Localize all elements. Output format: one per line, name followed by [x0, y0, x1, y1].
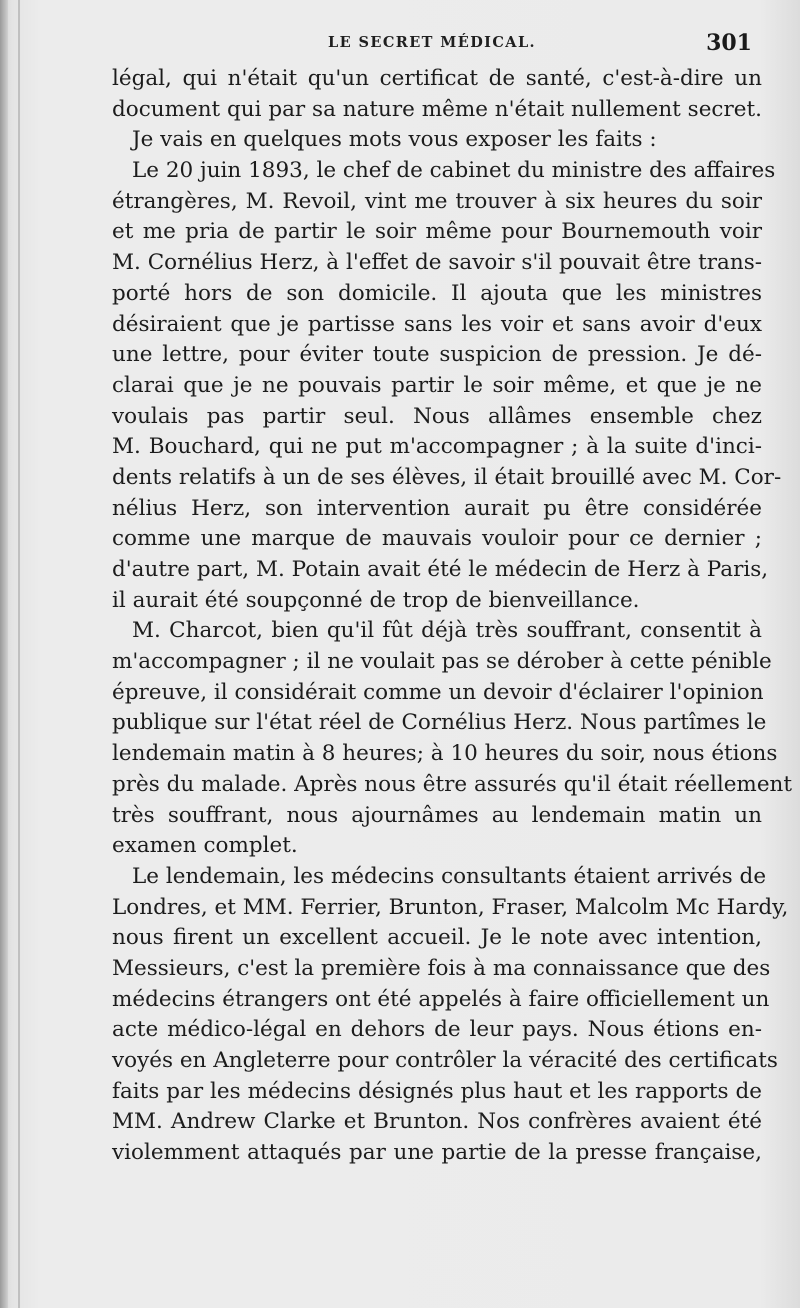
text-line: M. Cornélius Herz, à l'effet de savoir s'il pouvait être trans- — [112, 250, 762, 276]
text-line: et me pria de partir le soir même pour Bournemouth voir — [112, 219, 762, 245]
running-head-title: LE SECRET MÉDICAL. — [328, 34, 536, 51]
text-line: lendemain matin à 8 heures; à 10 heures du soir, nous étions — [112, 741, 778, 767]
text-line: comme une marque de mauvais vouloir pour ce dernier ; — [112, 526, 762, 552]
text-line: médecins étrangers ont été appelés à faire officiellement un — [112, 986, 770, 1012]
text-line: violemment attaqués par une partie de la presse française, — [112, 1140, 762, 1166]
text-line: Messieurs, c'est la première fois à ma connaissance que des — [112, 955, 771, 981]
running-header — [112, 30, 752, 58]
text-line: examen complet. — [112, 833, 298, 859]
text-line: étrangères, M. Revoil, vint me trouver à six heures du soir — [112, 188, 762, 214]
text-line: légal, qui n'était qu'un certificat de santé, c'est-à-dire un — [112, 66, 762, 91]
text-line: document qui par sa nature même n'était nullement secret. — [112, 96, 762, 122]
text-line: nélius Herz, son intervention aurait pu être considérée — [112, 495, 762, 521]
text-line: acte médico-légal en dehors de leur pays. Nous étions en- — [112, 1017, 762, 1043]
text-line: m'accompagner ; il ne voulait pas se dérober à cette pénible — [112, 649, 772, 675]
text-line: MM. Andrew Clarke et Brunton. Nos confrères avaient été — [112, 1109, 762, 1135]
text-line: épreuve, il considérait comme un devoir d'éclairer l'opinion — [112, 679, 764, 705]
text-line: nous firent un excellent accueil. Je le note avec intention, — [112, 925, 762, 951]
text-line: Je vais en quelques mots vous exposer les faits : — [132, 127, 657, 153]
text-line: dents relatifs à un de ses élèves, il était brouillé avec M. Cor- — [112, 464, 782, 490]
text-line: clarai que je ne pouvais partir le soir même, et que je ne — [112, 372, 762, 398]
text-line: très souffrant, nous ajournâmes au lendemain matin un — [112, 802, 762, 828]
text-line: voulais pas partir seul. Nous allâmes ensemble chez — [112, 403, 762, 429]
text-line: Le lendemain, les médecins consultants étaient arrivés de — [132, 863, 767, 889]
text-line: faits par les médecins désignés plus haut et les rapports de — [112, 1078, 762, 1104]
page-number: 301 — [706, 30, 752, 56]
text-line: d'autre part, M. Potain avait été le médecin de Herz à Paris, — [112, 557, 769, 582]
body-text — [112, 64, 793, 1169]
text-line: publique sur l'état réel de Cornélius Herz. Nous partîmes le — [112, 710, 767, 736]
text-line: M. Charcot, bien qu'il fût déjà très souffrant, consentit à — [132, 618, 762, 644]
page-fold-line — [18, 0, 20, 1308]
text-line: Le 20 juin 1893, le chef de cabinet du ministre des affaires — [132, 158, 776, 184]
text-line: voyés en Angleterre pour contrôler la véracité des certificats — [112, 1048, 778, 1073]
text-line: Londres, et MM. Ferrier, Brunton, Fraser, Malcolm Mc Hardy, — [112, 894, 789, 920]
text-line: près du malade. Après nous être assurés qu'il était réellement — [112, 771, 793, 797]
text-line: une lettre, pour éviter toute suspicion de pression. Je dé- — [112, 342, 762, 368]
text-line: porté hors de son domicile. Il ajouta que les ministres — [112, 280, 762, 306]
page-binding-edge — [0, 0, 8, 1308]
text-line: M. Bouchard, qui ne put m'accompagner ; à la suite d'inci- — [112, 434, 762, 460]
text-line: il aurait été soupçonné de trop de bienveillance. — [112, 587, 640, 613]
text-line: désiraient que je partisse sans les voir et sans avoir d'eux — [112, 311, 762, 337]
